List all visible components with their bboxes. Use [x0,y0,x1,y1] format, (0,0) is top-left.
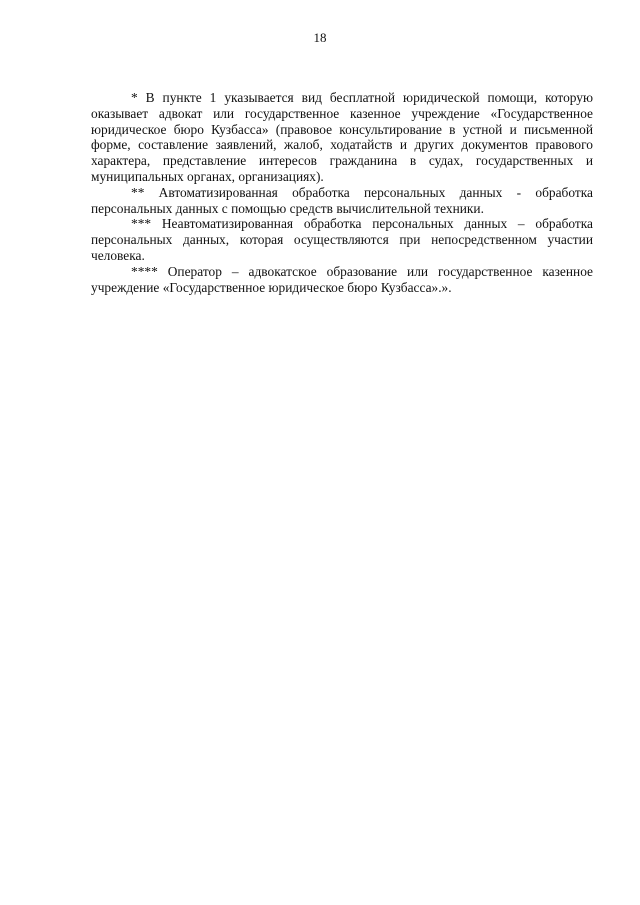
footnote-non-automated-processing: *** Неавтоматизированная обработка персональных данных – обработка персональных данных, которая осуществляются при непосредственном участии человека. [91,216,593,263]
footnote-operator: **** Оператор – адвокатское образование или государственное казенное учреждение «Государственное юридическое бюро Кузбасса».». [91,263,593,295]
page-number: 18 [313,30,327,45]
footnote-legal-aid-type: * В пункте 1 указывается вид бесплатной юридической помощи, которую оказывает адвокат или государственное казенное учреждение «Государственное юридическое бюро Кузбасса» (правовое консультирование в устной и письменной форме, составление заявлений, жалоб, ходатайств и других документов правового характера, представление интересов гражданина в судах, государственных и муниципальных органах, организациях). [91,90,593,184]
footnote-automated-processing: ** Автоматизированная обработка персональных данных - обработка персональных данных с помощью средств вычислительной техники. [91,184,593,216]
footnotes-section [91,90,593,295]
